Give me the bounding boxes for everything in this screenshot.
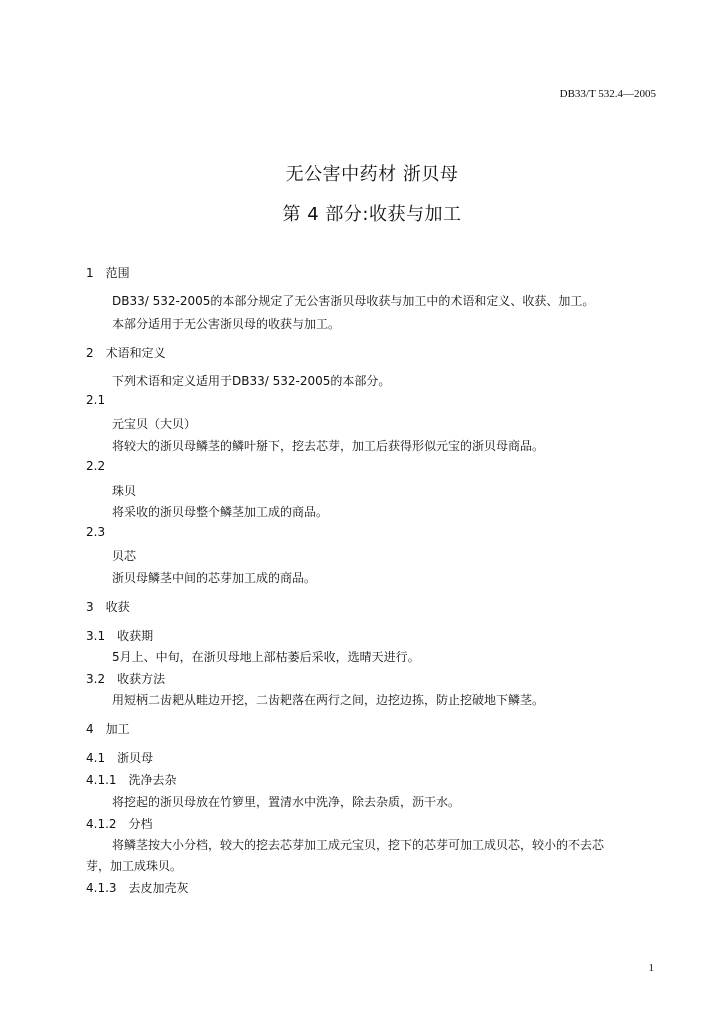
section-4-1-1-heading: 4.1.1 洗净去杂 [86,773,177,787]
section-4-heading: 4 加工 [86,722,130,736]
term-2-1-number: 2.1 [86,393,106,407]
term-2-2-number: 2.2 [86,459,106,473]
section-4-1-1-text: 将挖起的浙贝母放在竹箩里，置清水中洗净，除去杂质，沥干水。 [112,795,461,809]
title-line-2: 第 4 部分:收获与加工 [282,204,462,225]
page-number: 1 [648,962,654,974]
section-3-2-heading: 3.2 收获方法 [86,672,166,686]
section-4-1-3-heading: 4.1.3 去皮加壳灰 [86,881,189,895]
term-2-3-number: 2.3 [86,525,106,539]
term-2-2-definition: 将采收的浙贝母整个鳞茎加工成的商品。 [112,505,329,519]
term-2-1-name: 元宝贝（大贝） [112,417,197,431]
section-4-1-2-text-line-2: 芽，加工成珠贝。 [86,859,183,873]
term-2-1-definition: 将较大的浙贝母鳞茎的鳞叶掰下，挖去芯芽，加工后获得形似元宝的浙贝母商品。 [112,439,545,453]
title-line-1: 无公害中药材 浙贝母 [285,164,459,185]
term-2-2-name: 珠贝 [112,484,137,498]
section-3-2-text: 用短柄二齿耙从畦边开挖，二齿耙落在两行之间，边挖边拣，防止挖破地下鳞茎。 [112,693,545,707]
section-1-paragraph-1: DB33/ 532-2005的本部分规定了无公害浙贝母收获与加工中的术语和定义、收获、加工。 [112,294,595,308]
doc-number: DB33/T 532.4—2005 [559,88,656,100]
term-2-3-name: 贝芯 [112,549,137,563]
section-1-heading: 1 范围 [86,266,130,280]
term-2-3-definition: 浙贝母鳞茎中间的芯芽加工成的商品。 [112,571,317,585]
section-3-1-heading: 3.1 收获期 [86,629,154,643]
section-3-heading: 3 收获 [86,600,130,614]
section-4-1-heading: 4.1 浙贝母 [86,751,154,765]
section-1-paragraph-2: 本部分适用于无公害浙贝母的收获与加工。 [112,317,341,331]
section-2-paragraph-1: 下列术语和定义适用于DB33/ 532-2005的本部分。 [112,374,391,388]
section-4-1-2-text-line-1: 将鳞茎按大小分档，较大的挖去芯芽加工成元宝贝，挖下的芯芽可加工成贝芯，较小的不去芯 [112,838,605,852]
section-3-1-text: 5月上、中旬，在浙贝母地上部枯萎后采收，选晴天进行。 [112,650,420,664]
section-4-1-2-heading: 4.1.2 分档 [86,817,153,831]
section-2-heading: 2 术语和定义 [86,346,166,360]
